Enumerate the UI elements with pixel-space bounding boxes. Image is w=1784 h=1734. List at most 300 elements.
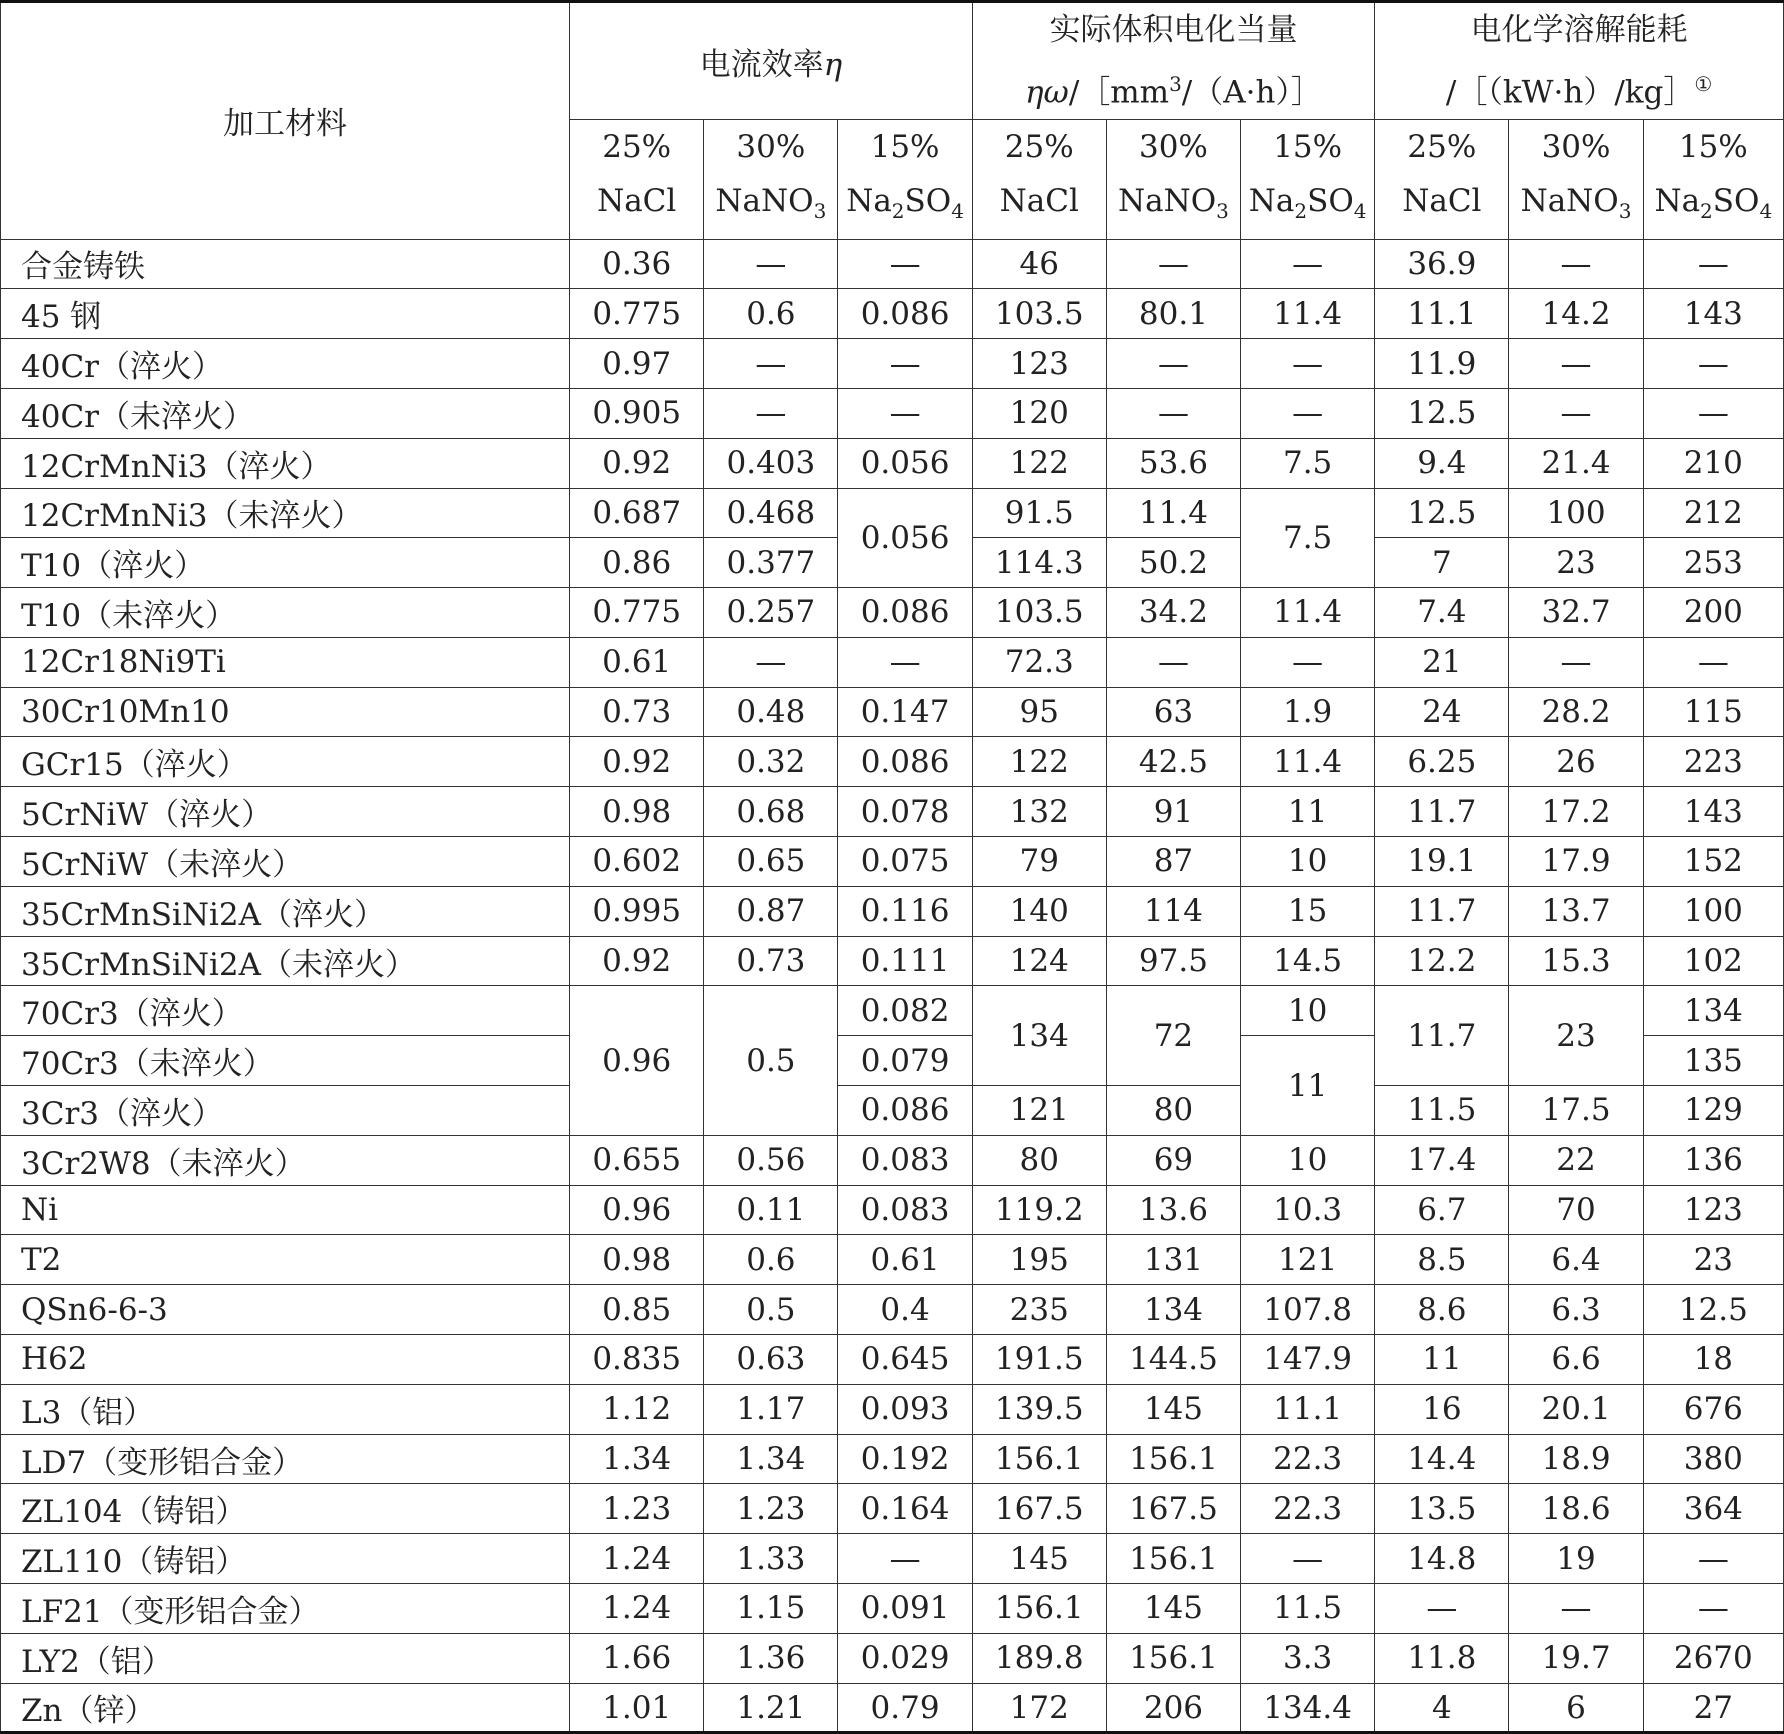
value-cell: 1.33 [704,1534,838,1584]
value-cell: 11.5 [1375,1086,1509,1136]
value-cell: — [1241,637,1375,687]
value-cell: 210 [1643,438,1783,488]
value-cell: 22 [1509,1135,1643,1185]
value-cell: 143 [1643,289,1783,339]
material-cell: LD7（变形铝合金） [1,1434,570,1484]
value-cell: 119.2 [972,1185,1106,1235]
table-body [1,239,1784,1733]
value-cell: 21 [1375,637,1509,687]
value-cell: 0.468 [704,488,838,538]
value-cell: 11 [1241,1036,1375,1136]
value-cell: 10 [1241,986,1375,1036]
value-cell: — [1106,637,1240,687]
value-cell: 156.1 [1106,1534,1240,1584]
value-cell: 23 [1509,538,1643,588]
material-cell: L3（铝） [1,1384,570,1434]
value-cell: 0.775 [570,588,704,638]
value-cell: 123 [1643,1185,1783,1235]
value-cell: 91 [1106,787,1240,837]
value-cell: 11.7 [1375,886,1509,936]
value-cell: 1.24 [570,1584,704,1634]
value-cell: — [1643,339,1783,389]
value-cell: 80 [972,1135,1106,1185]
value-cell: 0.73 [570,687,704,737]
table-row [1,1235,1784,1285]
material-cell: 12Cr18Ni9Ti [1,637,570,687]
value-cell: 79 [972,837,1106,887]
value-cell: — [704,339,838,389]
subheader-electrolyte: 15% $Na_2SO_4$ [838,120,972,239]
table-row [1,687,1784,737]
value-cell: 124 [972,936,1106,986]
value-cell: 10.3 [1241,1185,1375,1235]
value-cell: 11 [1375,1335,1509,1385]
value-cell: 223 [1643,737,1783,787]
value-cell: 0.5 [704,986,838,1135]
value-cell: — [1509,637,1643,687]
value-cell: 212 [1643,488,1783,538]
value-cell: 1.34 [704,1434,838,1484]
value-cell: 0.078 [838,787,972,837]
value-cell: 1.66 [570,1633,704,1683]
value-cell: 167.5 [972,1484,1106,1534]
value-cell: 12.5 [1375,388,1509,438]
value-cell: — [1241,239,1375,289]
value-cell: 11.7 [1375,787,1509,837]
value-cell: 8.6 [1375,1285,1509,1335]
value-cell: 6.6 [1509,1335,1643,1385]
value-cell: — [1509,239,1643,289]
table-row [1,737,1784,787]
value-cell: 1.23 [704,1484,838,1534]
table-row [1,1285,1784,1335]
value-cell: 50.2 [1106,538,1240,588]
value-cell: 0.091 [838,1584,972,1634]
value-cell: 167.5 [1106,1484,1240,1534]
value-cell: 676 [1643,1384,1783,1434]
material-cell: 40Cr（淬火） [1,339,570,389]
value-cell: 235 [972,1285,1106,1335]
value-cell: 7.5 [1241,488,1375,588]
value-cell: 91.5 [972,488,1106,538]
value-cell: — [704,239,838,289]
value-cell: 11.9 [1375,339,1509,389]
header-volume-equivalent: 实际体积电化当量 $\eta\omega/[mm^3/(A\cdot h)]$ [972,2,1375,120]
value-cell: 10 [1241,837,1375,887]
value-cell: 1.9 [1241,687,1375,737]
value-cell: 0.92 [570,438,704,488]
table-row [1,1384,1784,1434]
value-cell: 0.655 [570,1135,704,1185]
table-row [1,388,1784,438]
material-cell: 合金铸铁 [1,239,570,289]
material-cell: ZL110（铸铝） [1,1534,570,1584]
subheader-electrolyte: 25% NaCl [972,120,1106,239]
material-cell: Ni [1,1185,570,1235]
value-cell: 0.56 [704,1135,838,1185]
value-cell: 23 [1509,986,1643,1086]
value-cell: 2670 [1643,1633,1783,1683]
value-cell: 136 [1643,1135,1783,1185]
value-cell: 191.5 [972,1335,1106,1385]
value-cell: 0.65 [704,837,838,887]
value-cell: 69 [1106,1135,1240,1185]
value-cell: 0.086 [838,1086,972,1136]
value-cell: 134 [972,986,1106,1086]
value-cell: 0.36 [570,239,704,289]
value-cell: — [1241,339,1375,389]
value-cell: 7.4 [1375,588,1509,638]
value-cell: 14.4 [1375,1434,1509,1484]
value-cell: 6.3 [1509,1285,1643,1335]
table-row [1,886,1784,936]
value-cell: 6.4 [1509,1235,1643,1285]
value-cell: 152 [1643,837,1783,887]
value-cell: 135 [1643,1036,1783,1086]
value-cell: 27 [1643,1683,1783,1733]
value-cell: 156.1 [1106,1633,1240,1683]
value-cell: 253 [1643,538,1783,588]
material-cell: 12CrMnNi3（淬火） [1,438,570,488]
value-cell: — [1241,1534,1375,1584]
value-cell: 0.4 [838,1285,972,1335]
value-cell: — [1106,239,1240,289]
value-cell: 0.5 [704,1285,838,1335]
value-cell: 13.6 [1106,1185,1240,1235]
table-row [1,1484,1784,1534]
value-cell: 26 [1509,737,1643,787]
material-cell: LY2（铝） [1,1633,570,1683]
value-cell: 189.8 [972,1633,1106,1683]
value-cell: 12.5 [1375,488,1509,538]
value-cell: 19.1 [1375,837,1509,887]
material-cell: 70Cr3（未淬火） [1,1036,570,1086]
value-cell: 14.5 [1241,936,1375,986]
value-cell: — [838,637,972,687]
value-cell: 380 [1643,1434,1783,1484]
value-cell: 0.086 [838,289,972,339]
value-cell: 145 [1106,1584,1240,1634]
table-row [1,837,1784,887]
value-cell: 13.5 [1375,1484,1509,1534]
value-cell: 1.01 [570,1683,704,1733]
value-cell: 134 [1106,1285,1240,1335]
value-cell: 12.2 [1375,936,1509,986]
value-cell: — [704,637,838,687]
value-cell: 145 [972,1534,1106,1584]
value-cell: 72.3 [972,637,1106,687]
value-cell: 115 [1643,687,1783,737]
subheader-electrolyte: 15% $Na_2SO_4$ [1241,120,1375,239]
header-current-efficiency: 电流效率η [570,2,973,120]
value-cell: — [1509,388,1643,438]
table-row [1,488,1784,538]
value-cell: 0.257 [704,588,838,638]
value-cell: 11.4 [1241,588,1375,638]
value-cell: 22.3 [1241,1484,1375,1534]
value-cell: 24 [1375,687,1509,737]
header-energy-consumption: 电化学溶解能耗 /［（kW·h）/kg］① [1375,2,1784,120]
value-cell: — [1106,339,1240,389]
value-cell: — [1643,1584,1783,1634]
value-cell: 123 [972,339,1106,389]
value-cell: 100 [1643,886,1783,936]
value-cell: 0.086 [838,737,972,787]
value-cell: 7.5 [1241,438,1375,488]
table-row [1,438,1784,488]
value-cell: 0.082 [838,986,972,1036]
value-cell: — [838,239,972,289]
value-cell: 1.34 [570,1434,704,1484]
value-cell: 97.5 [1106,936,1240,986]
value-cell: 16 [1375,1384,1509,1434]
material-cell: LF21（变形铝合金） [1,1584,570,1634]
value-cell: 28.2 [1509,687,1643,737]
value-cell: 0.093 [838,1384,972,1434]
value-cell: 0.98 [570,787,704,837]
material-cell: 40Cr（未淬火） [1,388,570,438]
value-cell: 63 [1106,687,1240,737]
value-cell: 11.5 [1241,1584,1375,1634]
subheader-electrolyte: 30% NaNO$_3$ [1509,120,1643,239]
value-cell: 0.835 [570,1335,704,1385]
value-cell: 11.4 [1241,737,1375,787]
value-cell: 103.5 [972,289,1106,339]
value-cell: 23 [1643,1235,1783,1285]
value-cell: 145 [1106,1384,1240,1434]
value-cell: 17.5 [1509,1086,1643,1136]
value-cell: 18.9 [1509,1434,1643,1484]
value-cell: 0.687 [570,488,704,538]
subheader-electrolyte: 25% NaCl [1375,120,1509,239]
material-cell: H62 [1,1335,570,1385]
value-cell: 0.086 [838,588,972,638]
value-cell: 114 [1106,886,1240,936]
value-cell: — [1643,239,1783,289]
value-cell: 0.68 [704,787,838,837]
value-cell: 364 [1643,1484,1783,1534]
value-cell: — [704,388,838,438]
value-cell: 0.86 [570,538,704,588]
header-row-1 [1,2,1784,120]
table-row [1,787,1784,837]
table-row [1,986,1784,1036]
value-cell: 80 [1106,1086,1240,1136]
value-cell: 0.995 [570,886,704,936]
value-cell: 0.111 [838,936,972,986]
value-cell: 0.61 [570,637,704,687]
table-row [1,1584,1784,1634]
value-cell: 22.3 [1241,1434,1375,1484]
subheader-electrolyte: 30% NaNO$_3$ [1106,120,1240,239]
material-cell: 3Cr2W8（未淬火） [1,1135,570,1185]
value-cell: 0.79 [838,1683,972,1733]
value-cell: 6.25 [1375,737,1509,787]
value-cell: — [1241,388,1375,438]
table-row [1,1135,1784,1185]
value-cell: 95 [972,687,1106,737]
value-cell: 11.4 [1241,289,1375,339]
value-cell: 122 [972,438,1106,488]
value-cell: 46 [972,239,1106,289]
value-cell: 134.4 [1241,1683,1375,1733]
value-cell: 121 [1241,1235,1375,1285]
value-cell: 18 [1643,1335,1783,1385]
value-cell: 11.8 [1375,1633,1509,1683]
value-cell: 114.3 [972,538,1106,588]
value-cell: 21.4 [1509,438,1643,488]
value-cell: 121 [972,1086,1106,1136]
value-cell: 20.1 [1509,1384,1643,1434]
value-cell: 0.056 [838,488,972,588]
table-row [1,1633,1784,1683]
material-cell: T10（淬火） [1,538,570,588]
value-cell: 156.1 [972,1584,1106,1634]
value-cell: 32.7 [1509,588,1643,638]
value-cell: 0.85 [570,1285,704,1335]
value-cell: — [1106,388,1240,438]
value-cell: 9.4 [1375,438,1509,488]
value-cell: 0.97 [570,339,704,389]
value-cell: 147.9 [1241,1335,1375,1385]
value-cell: 0.63 [704,1335,838,1385]
value-cell: 1.36 [704,1633,838,1683]
value-cell: 6.7 [1375,1185,1509,1235]
material-cell: T2 [1,1235,570,1285]
material-cell: 12CrMnNi3（未淬火） [1,488,570,538]
material-cell: 70Cr3（淬火） [1,986,570,1036]
value-cell: 87 [1106,837,1240,887]
value-cell: 11.1 [1375,289,1509,339]
value-cell: 200 [1643,588,1783,638]
material-cell: ZL104（铸铝） [1,1484,570,1534]
table-row [1,1086,1784,1136]
value-cell: — [1643,1534,1783,1584]
material-cell: T10（未淬火） [1,588,570,638]
value-cell: 0.6 [704,1235,838,1285]
material-cell: 3Cr3（淬火） [1,1086,570,1136]
value-cell: 0.079 [838,1036,972,1086]
value-cell: 140 [972,886,1106,936]
material-cell: QSn6-6-3 [1,1285,570,1335]
value-cell: 0.192 [838,1434,972,1484]
value-cell: 0.075 [838,837,972,887]
value-cell: 0.083 [838,1135,972,1185]
value-cell: 11.1 [1241,1384,1375,1434]
table-row [1,289,1784,339]
value-cell: 80.1 [1106,289,1240,339]
value-cell: 206 [1106,1683,1240,1733]
value-cell: 0.116 [838,886,972,936]
value-cell: 107.8 [1241,1285,1375,1335]
value-cell: 19 [1509,1534,1643,1584]
value-cell: 195 [972,1235,1106,1285]
value-cell: — [1643,637,1783,687]
table-row [1,1185,1784,1235]
value-cell: 1.15 [704,1584,838,1634]
value-cell: 143 [1643,787,1783,837]
value-cell: 0.96 [570,1185,704,1235]
material-cell: GCr15（淬火） [1,737,570,787]
table-row [1,1683,1784,1733]
value-cell: 144.5 [1106,1335,1240,1385]
value-cell: 120 [972,388,1106,438]
value-cell: 134 [1643,986,1783,1036]
value-cell: 13.7 [1509,886,1643,936]
table-row [1,1434,1784,1484]
value-cell: 0.92 [570,936,704,986]
value-cell: 0.32 [704,737,838,787]
value-cell: 19.7 [1509,1633,1643,1683]
material-cell: Zn（锌） [1,1683,570,1733]
material-cell: 5CrNiW（未淬火） [1,837,570,887]
value-cell: 131 [1106,1235,1240,1285]
value-cell: — [1509,339,1643,389]
value-cell: 103.5 [972,588,1106,638]
value-cell: 3.3 [1241,1633,1375,1683]
value-cell: 0.056 [838,438,972,488]
value-cell: 0.403 [704,438,838,488]
value-cell: 18.6 [1509,1484,1643,1534]
subheader-electrolyte: 25% NaCl [570,120,704,239]
value-cell: 10 [1241,1135,1375,1185]
value-cell: 156.1 [972,1434,1106,1484]
value-cell: 0.48 [704,687,838,737]
table-row [1,637,1784,687]
value-cell: — [1375,1584,1509,1634]
value-cell: — [838,339,972,389]
value-cell: 53.6 [1106,438,1240,488]
material-cell: 30Cr10Mn10 [1,687,570,737]
value-cell: 70 [1509,1185,1643,1235]
value-cell: 11.7 [1375,986,1509,1086]
value-cell: 17.2 [1509,787,1643,837]
value-cell: 0.92 [570,737,704,787]
value-cell: 0.029 [838,1633,972,1683]
value-cell: 0.775 [570,289,704,339]
value-cell: — [1509,1584,1643,1634]
value-cell: 0.87 [704,886,838,936]
value-cell: 0.96 [570,986,704,1135]
value-cell: 1.21 [704,1683,838,1733]
subheader-electrolyte: 15% $Na_2SO_4$ [1643,120,1783,239]
value-cell: 129 [1643,1086,1783,1136]
value-cell: 0.147 [838,687,972,737]
value-cell: — [1643,388,1783,438]
value-cell: 132 [972,787,1106,837]
value-cell: 4 [1375,1683,1509,1733]
value-cell: 72 [1106,986,1240,1086]
value-cell: 0.164 [838,1484,972,1534]
header-material: 加工材料 [1,2,570,240]
table-row [1,1335,1784,1385]
value-cell: 0.645 [838,1335,972,1385]
value-cell: 34.2 [1106,588,1240,638]
value-cell: 156.1 [1106,1434,1240,1484]
value-cell: 15 [1241,886,1375,936]
value-cell: 0.377 [704,538,838,588]
value-cell: 102 [1643,936,1783,986]
value-cell: 1.23 [570,1484,704,1534]
value-cell: 14.8 [1375,1534,1509,1584]
value-cell: 0.905 [570,388,704,438]
value-cell: 17.4 [1375,1135,1509,1185]
table-row [1,239,1784,289]
material-cell: 35CrMnSiNi2A（淬火） [1,886,570,936]
value-cell: 0.11 [704,1185,838,1235]
value-cell: 14.2 [1509,289,1643,339]
value-cell: 7 [1375,538,1509,588]
